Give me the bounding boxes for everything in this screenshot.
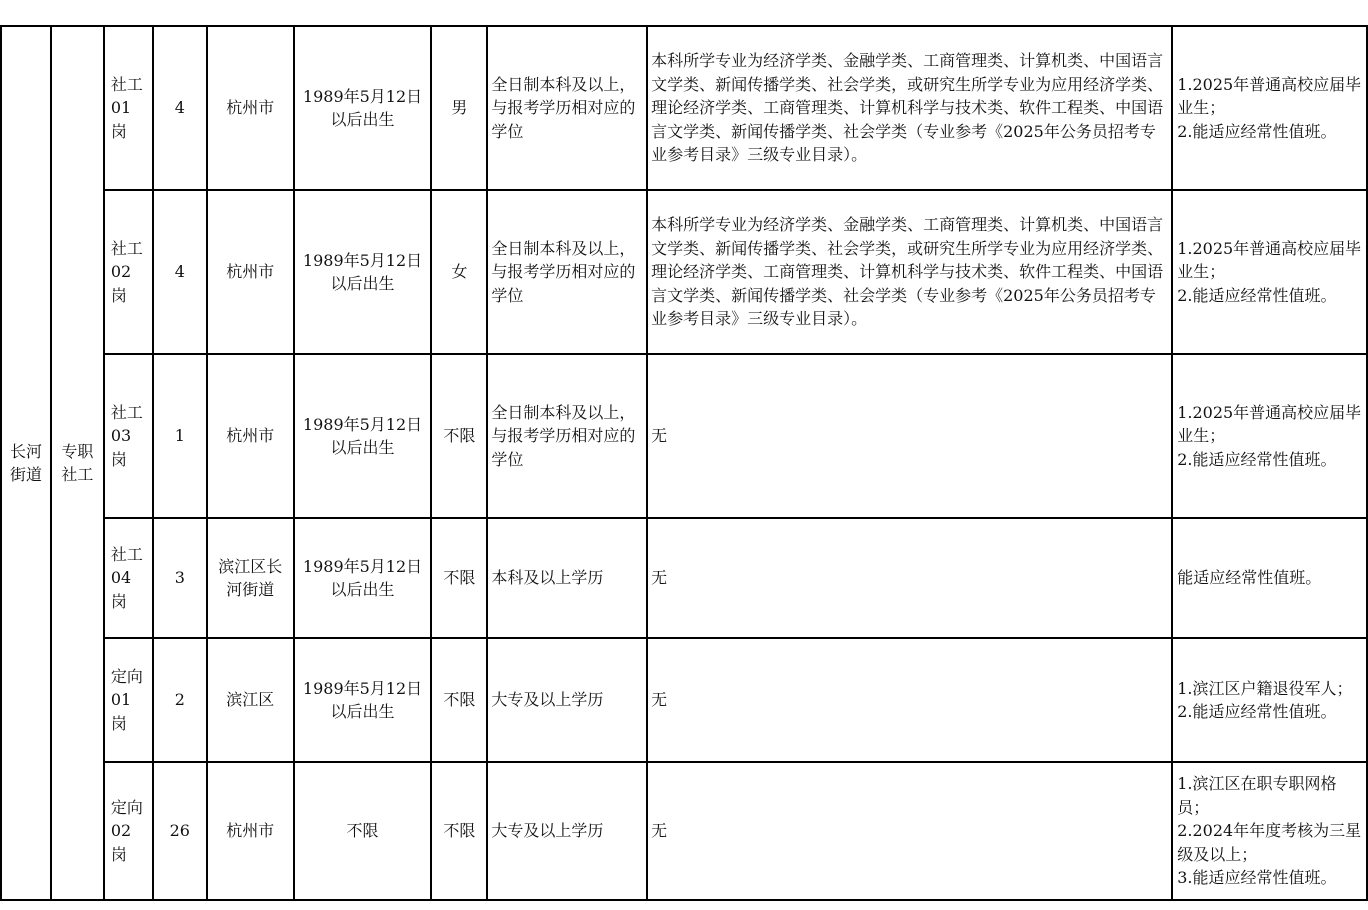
household-cell: 滨江区长河街道 — [207, 518, 294, 638]
education-cell: 大专及以上学历 — [487, 638, 647, 762]
table-row — [1, 518, 1367, 638]
major-cell: 本科所学专业为经济学类、金融学类、工商管理类、计算机类、中国语言文学类、新闻传播学类、社会学类，或研究生所学专业为应用经济学类、理论经济学类、工商管理类、计算机科学与技术类、软件工程类、中国语言文学类、新闻传播学类、社会学类（专业参考《2025年公务员招考专业参考目录》三级专业目录）。 — [647, 190, 1172, 354]
gender-cell: 不限 — [431, 638, 487, 762]
household-cell: 杭州市 — [207, 26, 294, 190]
household-cell: 杭州市 — [207, 354, 294, 518]
district-cell — [1, 26, 51, 900]
gender-cell: 不限 — [431, 762, 487, 900]
count-cell: 3 — [153, 518, 207, 638]
education-cell: 全日制本科及以上，与报考学历相对应的学位 — [487, 26, 647, 190]
count-cell: 26 — [153, 762, 207, 900]
table-row — [1, 26, 1367, 190]
age-cell: 1989年5月12日以后出生 — [294, 26, 432, 190]
household-cell: 杭州市 — [207, 762, 294, 900]
count-cell: 4 — [153, 190, 207, 354]
age-cell: 1989年5月12日以后出生 — [294, 638, 432, 762]
gender-cell: 女 — [431, 190, 487, 354]
education-cell: 全日制本科及以上，与报考学历相对应的学位 — [487, 354, 647, 518]
household-cell: 杭州市 — [207, 190, 294, 354]
requirement-cell: 1.2025年普通高校应届毕业生； 2.能适应经常性值班。 — [1172, 354, 1367, 518]
age-cell: 1989年5月12日以后出生 — [294, 518, 432, 638]
post-cell: 社工 03岗 — [104, 354, 153, 518]
district-label: 长河 街道 — [9, 441, 42, 484]
post-cell: 定向 02岗 — [104, 762, 153, 900]
requirement-cell: 1.滨江区户籍退役军人； 2.能适应经常性值班。 — [1172, 638, 1367, 762]
major-cell: 本科所学专业为经济学类、金融学类、工商管理类、计算机类、中国语言文学类、新闻传播学类、社会学类，或研究生所学专业为应用经济学类、理论经济学类、工商管理类、计算机科学与技术类、软件工程类、中国语言文学类、新闻传播学类、社会学类（专业参考《2025年公务员招考专业参考目录》三级专业目录）。 — [647, 26, 1172, 190]
post-cell: 社工 01岗 — [104, 26, 153, 190]
major-cell: 无 — [647, 354, 1172, 518]
education-cell: 大专及以上学历 — [487, 762, 647, 900]
gender-cell: 男 — [431, 26, 487, 190]
requirement-cell: 能适应经常性值班。 — [1172, 518, 1367, 638]
major-cell: 无 — [647, 638, 1172, 762]
age-cell: 1989年5月12日以后出生 — [294, 190, 432, 354]
major-cell: 无 — [647, 518, 1172, 638]
recruitment-table — [0, 25, 1368, 901]
education-cell: 全日制本科及以上，与报考学历相对应的学位 — [487, 190, 647, 354]
major-cell: 无 — [647, 762, 1172, 900]
position-type-label: 专职 社工 — [61, 441, 94, 484]
table-row — [1, 190, 1367, 354]
gender-cell: 不限 — [431, 354, 487, 518]
count-cell: 2 — [153, 638, 207, 762]
requirement-cell: 1.2025年普通高校应届毕业生； 2.能适应经常性值班。 — [1172, 190, 1367, 354]
requirement-cell: 1.滨江区在职专职网格员； 2.2024年年度考核为三星级及以上； 3.能适应经常性值班。 — [1172, 762, 1367, 900]
table-row — [1, 638, 1367, 762]
count-cell: 4 — [153, 26, 207, 190]
table-row — [1, 762, 1367, 900]
age-cell: 1989年5月12日以后出生 — [294, 354, 432, 518]
gender-cell: 不限 — [431, 518, 487, 638]
table-row — [1, 354, 1367, 518]
position-type-cell — [51, 26, 104, 900]
education-cell: 本科及以上学历 — [487, 518, 647, 638]
post-cell: 社工 04岗 — [104, 518, 153, 638]
post-cell: 定向 01岗 — [104, 638, 153, 762]
household-cell: 滨江区 — [207, 638, 294, 762]
post-cell: 社工 02岗 — [104, 190, 153, 354]
count-cell: 1 — [153, 354, 207, 518]
age-cell: 不限 — [294, 762, 432, 900]
requirement-cell: 1.2025年普通高校应届毕业生； 2.能适应经常性值班。 — [1172, 26, 1367, 190]
